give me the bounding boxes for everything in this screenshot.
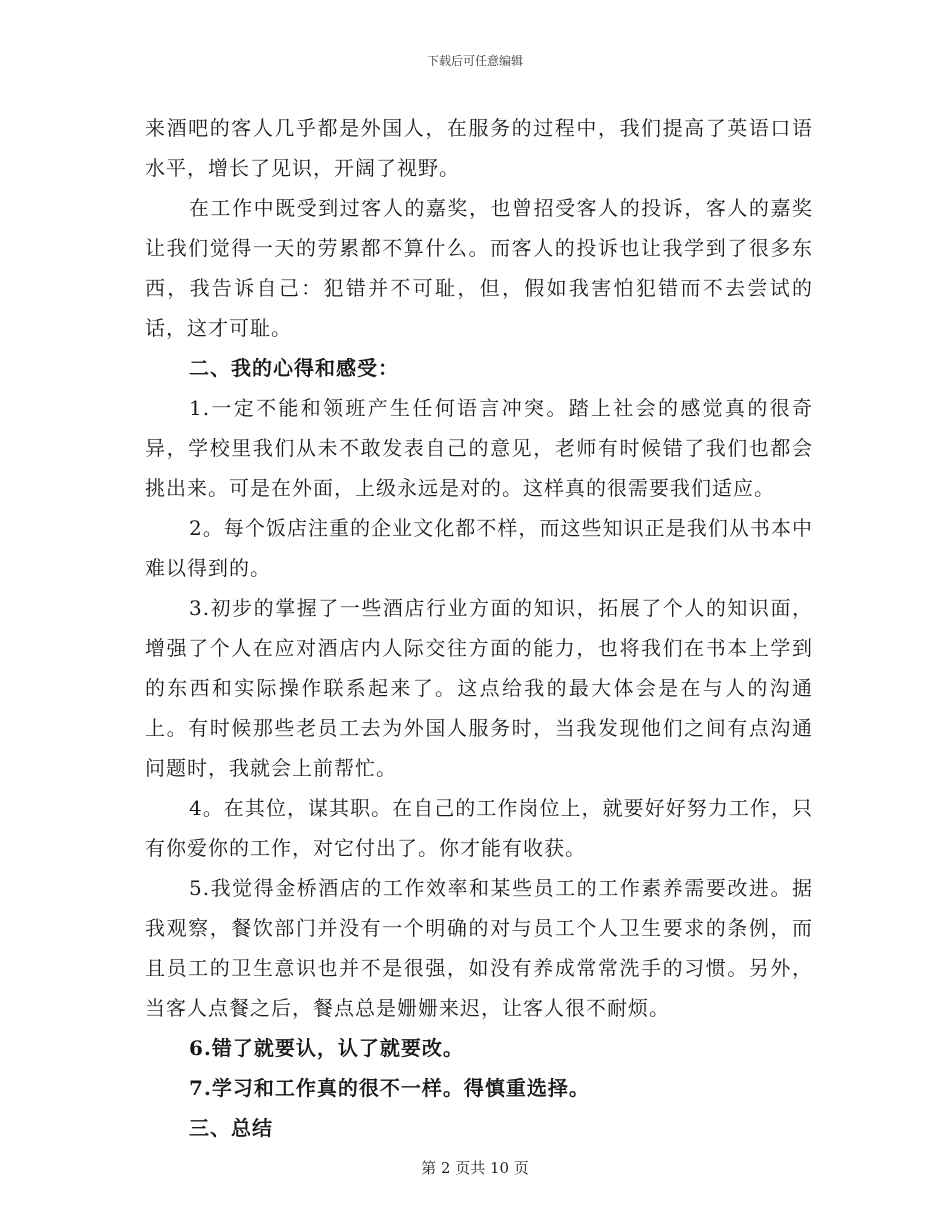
list-item-3: 3.初步的掌握了一些酒店行业方面的知识，拓展了个人的知识面，增强了个人在应对酒店内人际交往方面的能力，也将我们在书本上学到的东西和实际操作联系起来了。这点给我的最大体会是在与人的沟通上。有时候那些老员工去为外国人服务时，当我发现他们之间有点沟通问题时，我就会上前帮忙。 — [145, 596, 813, 780]
page-header: 下载后可任意编辑 — [426, 54, 523, 68]
paragraph-praise-complaint: 在工作中既受到过客人的嘉奖，也曾招受客人的投诉，客人的嘉奖让我们觉得一天的劳累都不算什么。而客人的投诉也让我学到了很多东西，我告诉自己：犯错并不可耻，但，假如我害怕犯错而不去尝试的话，这才可耻。 — [145, 196, 813, 340]
list-item-1: 1.一定不能和领班产生任何语言冲突。踏上社会的感觉真的很奇异，学校里我们从未不敢发表自己的意见，老师有时候错了我们也都会挑出来。可是在外面，上级永远是对的。这样真的很需要我们适应。 — [145, 396, 813, 500]
list-item-7: 7.学习和工作真的很不一样。得慎重选择。 — [189, 1076, 590, 1100]
page-footer: 第 2 页共 10 页 — [421, 1159, 529, 1177]
paragraph-intro-continued: 来酒吧的客人几乎都是外国人，在服务的过程中，我们提高了英语口语水平，增长了见识，开阔了视野。 — [145, 116, 813, 180]
list-item-2: 2。每个饭店注重的企业文化都不样，而这些知识正是我们从书本中难以得到的。 — [145, 516, 813, 580]
list-item-4: 4。在其位，谋其职。在自己的工作岗位上，就要好好努力工作，只有你爱你的工作，对它付出了。你才能有收获。 — [145, 796, 813, 860]
section-heading-experience: 二、我的心得和感受： — [189, 356, 399, 380]
list-item-6: 6.错了就要认，认了就要改。 — [189, 1036, 464, 1060]
document-body — [145, 108, 813, 1148]
list-item-5: 5.我觉得金桥酒店的工作效率和某些员工的工作素养需要改进。据我观察，餐饮部门并没有一个明确的对与员工个人卫生要求的条例，而且员工的卫生意识也并不是很强，如没有养成常常洗手的习惯。另外，当客人点餐之后，餐点总是姗姗来迟，让客人很不耐烦。 — [145, 876, 813, 1020]
section-heading-summary: 三、总结 — [189, 1116, 273, 1140]
